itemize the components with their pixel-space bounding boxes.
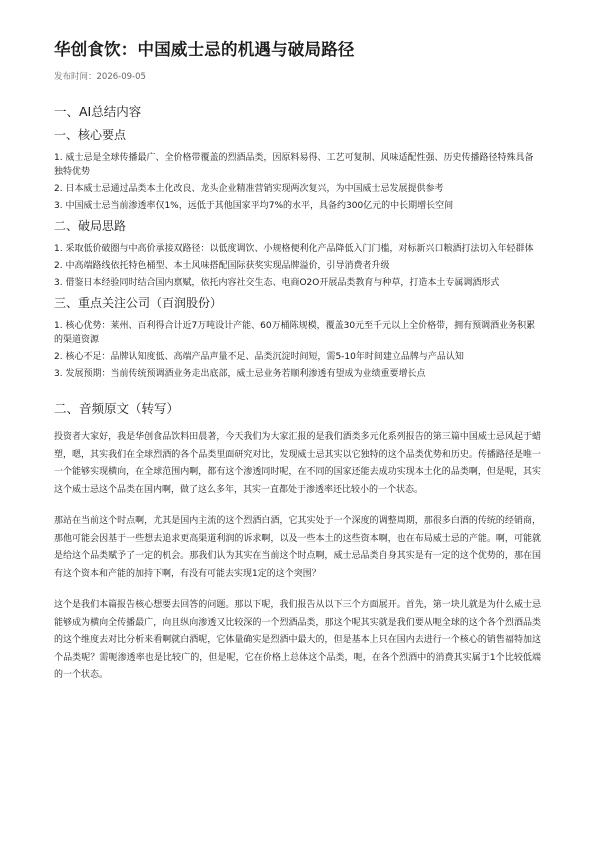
list-item: 1. 采取低价破圈与中高价承接双路径：以低度调饮、小规格便利化产品降低入门门槛，对标新兴口粮酒打法切入年轻群体 xyxy=(54,244,534,254)
list-item: 2. 中高端路线依托特色桶型、本土风味搭配国际获奖实现品牌溢价，引导消费者升级 xyxy=(54,261,390,271)
section-spacer xyxy=(54,385,541,399)
section-heading-focus-company: 三、重点关注公司（百润股份） xyxy=(54,296,223,310)
transcript-paragraph: 投资者大家好，我是华创食品饮料田晨著，今天我们为大家汇报的是我们酒类多元化系列报告的第三篇中国威士忌风起于蜡塑，嗯，其实我们在全球烈酒的各个品类里面研究对比，发现威士忌其实以它独特的这个品类优势和历史。传播路径是唯一一个能够实现横向，在全球范围内啊，都有这个渗透同时呢，在不同的国家还能去成功实现本土化的品类啊，但是呢，其实这个威士忌这个品类在国内啊，做了这么多年，其实一直都处于渗透率还比较小的一个状态。 xyxy=(54,432,541,495)
list-item: 3. 借鉴日本经验同时结合国内禀赋，依托内容社交生态、电商O2O开展品类教育与种草，打造本土专属调酒形式 xyxy=(54,278,500,288)
list-item: 3. 中国威士忌当前渗透率仅1%，远低于其他国家平均7%的水平，具备约300亿元的中长期增长空间 xyxy=(54,201,454,211)
summary-heading: 一、AI总结内容 xyxy=(54,104,142,119)
focus-company-list xyxy=(54,319,541,381)
key-points-list xyxy=(54,151,541,213)
transcript-paragraph: 那站在当前这个时点啊，尤其是国内主流的这个烈酒白酒，它其实处于一个深度的调整周期，那很多白酒的传统的经销商，那他可能会因基于一些想去追求更高渠道利润的诉求啊，以及一些本土的这些资本啊，也在布局威士忌的产能。啊，可能就是给这个品类赋予了一定的机会。那我们认为其实在当前这个时点啊，威士忌品类自身其实是有一定的这个优势的，那在国有这个资本和产能的加持下啊，有没有可能去实现1定的这个突围？ xyxy=(54,516,541,579)
transcript-heading: 二、音频原文（转写） xyxy=(54,401,180,416)
section-heading-breakthrough: 二、破局思路 xyxy=(54,219,127,233)
section-heading-key-points: 一、核心要点 xyxy=(54,128,127,142)
list-item: 1. 核心优势：莱州、百利得合计近7万吨设计产能、60万桶陈规模，覆盖30元至千元以上全价格带，拥有预调酒业务积累的渠道资源 xyxy=(54,321,536,345)
list-item: 2. 核心不足：品牌认知度低、高端产品声量不足、品类沉淀时间短，需5-10年时间建立品牌与产品认知 xyxy=(54,352,464,362)
breakthrough-list xyxy=(54,242,541,290)
list-item: 2. 日本威士忌通过品类本土化改良、龙头企业精准营销实现两次复兴，为中国威士忌发展提供参考 xyxy=(54,184,444,194)
list-item: 1. 威士忌是全球传播最广、全价格带覆盖的烈酒品类，因原料易得、工艺可复制、风味适配性强、历史传播路径特殊具备独特优势 xyxy=(54,153,534,177)
publish-date: 发布时间：2026-09-05 xyxy=(54,72,146,82)
list-item: 3. 发展预期：当前传统预调酒业务走出底部，威士忌业务若顺利渗透有望成为业绩重要增长点 xyxy=(54,369,426,379)
transcript-paragraph: 这个是我们本篇报告核心想要去回答的问题。那以下呢，我们报告从以下三个方面展开。首先，第一块儿就是为什么威士忌能够成为横向全传播最广，向且纵向渗透又比较深的一个烈酒品类，那这个呢其实就是我们要从呃全球的这个各个烈酒品类的这个维度去对比分析来看啊就白酒呢，它体量确实是烈酒中最大的，但是基本上只在国内去进行一个核心的销售福特加这个品类呢？需呃渗透率也是比较广的，但是呢，它在价格上总体这个品类，呃，在各个烈酒中的消费其实属于1个比较低端的一个状态。 xyxy=(54,600,541,680)
page-title: 华创食饮：中国威士忌的机遇与破局路径 xyxy=(54,40,355,59)
